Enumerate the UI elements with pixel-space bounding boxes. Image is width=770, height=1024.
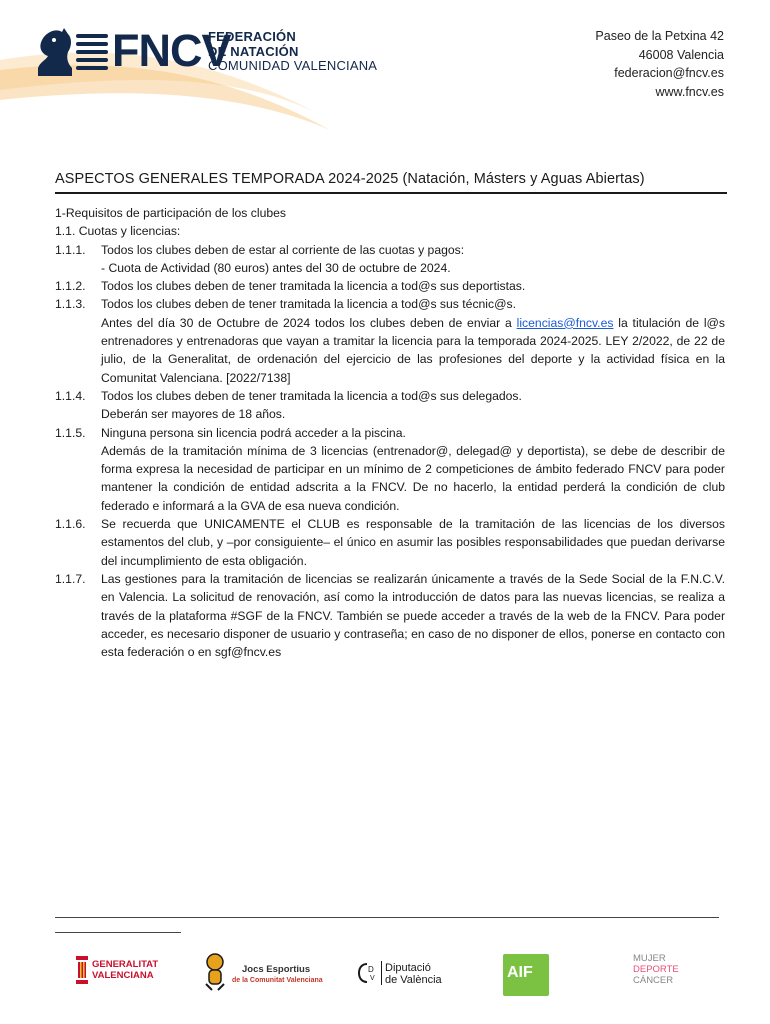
item-number: 1.1.2. [55,279,86,294]
item-paragraph [101,314,725,387]
item-paragraph: Las gestiones para la tramitación de licencias se realizarán únicamente a través de la Sede Social de la F.N.C.V. en Valencia. La solicitud de renovación, así como la introducción de datos para las nuevas licencias, se realiza a través de la plataforma #SGF de la FNCV. También se puede acceder a través de la web de la FNCV. Para poder acceder, es necesario disponer de usuario y contraseña; en caso de no disponer de ellos, ponerse en contacto con esta federación o en sgf@fncv.es [101,571,725,660]
logo-line-3: COMUNIDAD VALENCIANA [208,58,378,73]
jocs-line-2: de la Comunitat Valenciana [232,977,323,984]
item-text: la titulación de l@s entrenadores y entrenadoras que vayan a tramitar la licencia para la temporada 2024-2025. LEY 2/2022, de 22 de julio, de la Generalitat, de ordenación del ejercicio de las profesiones del deporte y la actividad física en la Comunitat Valenciana. [2022/7138] [101,315,725,385]
diputacio-divider [381,961,382,985]
mujer-line-3: CÁNCER [633,975,674,986]
mujer-line-2: DEPORTE [633,964,679,975]
item-number: 1.1.3. [55,297,86,312]
logo-line-1: FEDERACIÓN [208,29,296,44]
logo-acronym: FNCV [112,25,231,76]
generalitat-emblem-icon [74,954,90,988]
aif-label: AIF [507,964,533,981]
list-item [55,570,725,661]
svg-text:V: V [370,975,375,982]
item-text: - Cuota de Actividad (80 euros) antes del 30 de octubre de 2024. [101,260,451,275]
generalitat-logo [72,952,162,996]
subsection-heading: 1.1. Cuotas y licencias: [55,224,181,239]
item-text: Todos los clubes deben de tener tramitada la licencia a tod@s sus técnic@s. [101,297,516,312]
generalitat-line-1: GENERALITAT [92,959,159,970]
mujer-deporte-cancer-logo [633,952,703,996]
item-paragraph: Además de la tramitación mínima de 3 licencias (entrenador@, delegad@ y deportista), se debe de describir de forma expresa la necesidad de participar en un mínimo de 2 competiciones de ámbito federado FNCV para poder mantener la condición de entidad adscrita a la FNCV. De no hacerlo, la entidad perderá la condición de club federado e informará a la GVA de esa nueva condición. [101,443,725,513]
title-divider [55,192,727,194]
list-item [55,295,725,386]
address-email[interactable]: federacion@fncv.es [614,66,724,80]
list-item [55,424,725,515]
item-number: 1.1.1. [55,242,86,257]
svg-text:D: D [368,965,374,974]
section-heading: 1-Requisitos de participación de los clubes [55,206,287,220]
document-body [55,204,725,661]
diputacio-line-1: Diputació [385,962,431,974]
list-item [55,241,725,278]
diputacio-logo [357,952,447,996]
footer-divider [55,917,719,918]
fncv-logo [32,24,378,80]
item-text: Ninguna persona sin licencia podrá acceder a la piscina. [101,425,406,440]
item-text: Deberán ser mayores de 18 años. [101,407,286,422]
item-number: 1.1.6. [55,517,86,532]
licencias-email-link[interactable]: licencias@fncv.es [516,315,614,330]
item-number: 1.1.7. [55,571,86,586]
item-text: Todos los clubes deben de estar al corriente de las cuotas y pagos: [101,242,465,257]
item-number: 1.1.5. [55,425,86,440]
list-item [55,515,725,570]
address-block [595,27,724,101]
jocs-line-1: Jocs Esportius [242,964,311,975]
diputacio-emblem-icon [357,962,379,984]
item-text: Antes del día 30 de Octubre de 2024 todos los clubes deben de enviar a [101,315,512,330]
address-street: Paseo de la Petxina 42 [595,29,724,43]
chess-knight-waves-icon [32,26,110,78]
aif-logo [503,952,549,996]
item-text: Todos los clubes deben de tener tramitada la licencia a tod@s sus deportistas. [101,279,526,294]
list-item [55,277,725,295]
item-number: 1.1.4. [55,388,86,403]
item-text: Todos los clubes deben de tener tramitada la licencia a tod@s sus delegados. [101,388,522,403]
document-title: ASPECTOS GENERALES TEMPORADA 2024-2025 (Natación, Másters y Aguas Abiertas) [55,171,645,187]
item-paragraph: Se recuerda que UNICAMENTE el CLUB es responsable de la tramitación de las licencias de los diversos estamentos del club, y –por consiguiente– el único en asumir las posibles responsabilidades que puedan derivarse del incumplimiento de esta obligación. [101,517,725,568]
generalitat-line-2: VALENCIANA [92,970,154,981]
jocs-mascot-icon [200,952,230,992]
address-web[interactable]: www.fncv.es [655,84,724,99]
address-city: 46008 Valencia [638,47,724,62]
logo-text [208,30,377,74]
mujer-line-1: MUJER [633,953,666,964]
jocs-esportius-logo [200,952,330,996]
list-item [55,387,725,424]
footer-divider-short [55,932,181,933]
logo-line-2: DE NATACIÓN [208,43,299,59]
diputacio-line-2: de València [385,974,442,986]
